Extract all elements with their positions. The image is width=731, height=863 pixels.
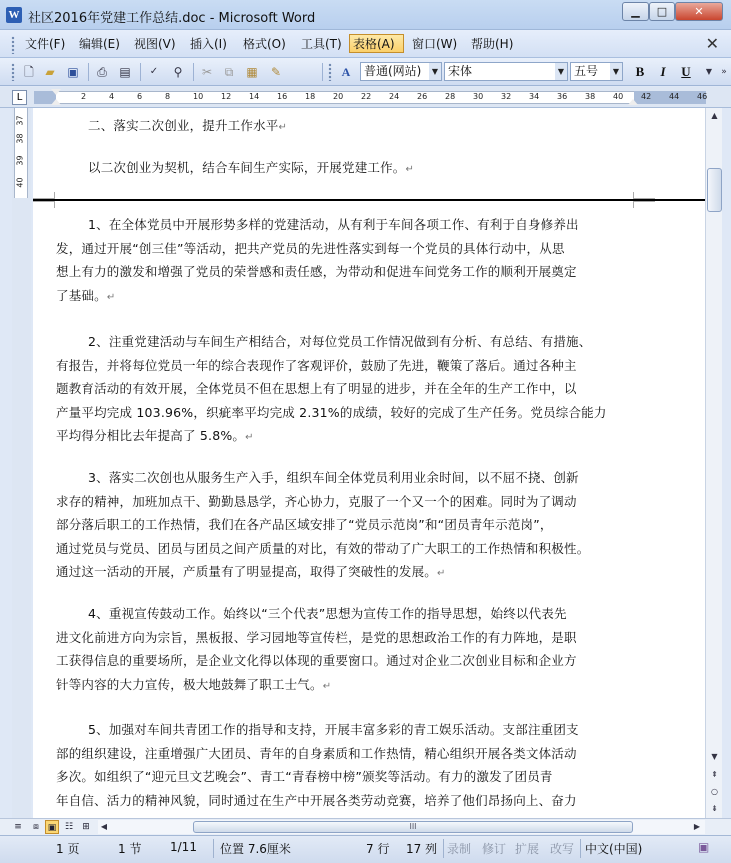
ruler-tick: 6 <box>137 92 143 101</box>
paragraph-line <box>56 286 115 304</box>
ruler-tick: 24 <box>389 92 400 101</box>
style-select[interactable] <box>360 62 442 81</box>
paragraph-line <box>56 744 577 762</box>
ruler-tick: 28 <box>445 92 456 101</box>
ruler-tick: 30 <box>473 92 484 101</box>
paragraph-line <box>56 675 331 693</box>
vertical-ruler <box>12 108 31 818</box>
toolbar-separator <box>193 63 194 81</box>
standard-toolbar-grip[interactable] <box>11 63 15 81</box>
line-text: 2、注重党建活动与车间生产相结合，对每位党员工作情况做到有分析、有总结、有措施、 <box>88 334 592 349</box>
line-text: 多次。如组织了“迎元旦文艺晚会”、青工“青春榜中榜”颁奖等活动。有力的激发了团员青 <box>56 769 553 784</box>
paragraph-line <box>56 426 254 444</box>
title-bar <box>0 0 731 30</box>
status-separator <box>580 839 581 858</box>
line-text: 通过党员与党员、团员与团员之间产质量的对比，有效的带动了广大职工的工作热情和积极性。 <box>56 540 590 556</box>
status-line: 7 行 <box>366 842 390 856</box>
menu-format[interactable]: 格式(O) <box>243 37 286 51</box>
page-top-section[interactable] <box>33 201 705 818</box>
toolbar-overflow-icon[interactable]: » <box>721 67 727 77</box>
select-browse-object-icon[interactable]: ○ <box>711 787 718 796</box>
line-text: 求存的精神，加班加点干、勤勤恳恳学，齐心协力，克服了一个又一个的困难。同时为了调动 <box>56 493 577 509</box>
ruler-tick: 36 <box>557 92 568 101</box>
maximize-button[interactable] <box>649 2 675 21</box>
ruler-tick: 8 <box>165 92 171 101</box>
outline-view-icon[interactable]: ☷ <box>64 822 74 832</box>
bold-button[interactable]: B <box>635 64 645 79</box>
paragraph-mark: ↵ <box>322 680 332 692</box>
font-select[interactable] <box>444 62 568 81</box>
vertical-ruler-tick: 37 <box>15 115 25 126</box>
line-text: 发，通过开展“创三佳”等活动，把共产党员的先进性落实到每一个党员的具体行动中，从思 <box>56 240 565 256</box>
menu-window[interactable]: 窗口(W) <box>412 37 458 51</box>
paragraph-line <box>56 379 577 397</box>
ruler-tick: 18 <box>305 92 316 101</box>
ruler-tick: 46 <box>697 92 708 101</box>
page-bottom-section[interactable] <box>33 108 705 199</box>
line-text: 工获得信息的重要场所，是企业文化得以体现的重要窗口。通过对企业二次创业目标和企业方 <box>56 653 577 668</box>
status-section: 1 节 <box>118 842 142 856</box>
first-line-indent-marker[interactable] <box>51 89 61 95</box>
toolbar <box>0 58 731 86</box>
scroll-right-icon[interactable]: ▶ <box>693 822 701 831</box>
paragraph-line <box>56 262 577 280</box>
ruler-tick: 22 <box>361 92 372 101</box>
vertical-ruler-tick: 40 <box>15 177 25 188</box>
document-close-icon[interactable]: ✕ <box>705 34 719 53</box>
status-position: 位置 7.6厘米 <box>220 842 291 856</box>
line-text: 3、落实二次创也从服务生产入手，组织车间全体党员利用业余时间，以不屈不挠、创新 <box>88 470 579 485</box>
copy-icon[interactable]: ⧉ <box>224 65 234 79</box>
status-separator <box>213 839 214 858</box>
paragraph-line <box>56 492 577 510</box>
paragraph-mark: ↵ <box>437 568 446 579</box>
paragraph-line <box>88 215 579 233</box>
open-icon[interactable]: ▰ <box>45 65 55 79</box>
toolbar-separator <box>140 63 141 81</box>
status-bar <box>0 835 731 863</box>
web-layout-view-icon[interactable]: ⧈ <box>33 822 39 832</box>
ruler-tick: 10 <box>193 92 204 101</box>
vertical-ruler-tick: 38 <box>15 133 25 144</box>
status-ext[interactable]: 扩展 <box>515 842 540 856</box>
menu-table[interactable]: 表格(A) <box>349 34 404 53</box>
font-value: 宋体 <box>448 64 473 78</box>
format-painter-icon[interactable]: ✎ <box>270 65 282 79</box>
tab-selector[interactable]: L <box>12 90 27 105</box>
ruler-tick: 40 <box>613 92 624 101</box>
minimize-button[interactable] <box>622 2 649 21</box>
ruler-tick: 32 <box>501 92 512 101</box>
horizontal-bar <box>0 818 731 835</box>
horizontal-ruler <box>0 87 731 108</box>
right-indent-marker[interactable] <box>628 99 638 105</box>
line-text: 4、重视宣传鼓动工作。始终以“三个代表”思想为宣传工作的指导思想，始终以代表先 <box>88 606 567 621</box>
ruler-tick: 20 <box>333 92 344 101</box>
paragraph-line <box>56 791 577 809</box>
ruler-tick: 26 <box>417 92 428 101</box>
paragraph-mark: ↵ <box>278 122 288 133</box>
cut-icon[interactable]: ✂ <box>201 65 213 79</box>
underline-button[interactable]: U <box>681 64 691 79</box>
status-ovr[interactable]: 改写 <box>550 842 575 856</box>
close-icon: ✕ <box>694 5 704 18</box>
paragraph-mark: ↵ <box>245 432 254 443</box>
paragraph-line <box>56 356 577 374</box>
window-title: 社区2016年党建工作总结.doc - Microsoft Word <box>28 11 316 26</box>
line-text: 平均得分相比去年提高了 5.8%。 <box>56 428 246 443</box>
vertical-ruler-tick: 39 <box>15 155 25 166</box>
paragraph-mark: ↵ <box>405 164 415 175</box>
horizontal-scrollbar[interactable] <box>98 820 705 834</box>
menubar-grip[interactable] <box>11 36 15 54</box>
paragraph-line <box>56 628 577 646</box>
paragraph-line <box>88 604 567 622</box>
crop-mark <box>33 201 55 208</box>
toolbar-options-icon[interactable]: ▼ <box>705 67 713 76</box>
ruler-tick: 14 <box>249 92 260 101</box>
vertical-scroll-thumb[interactable] <box>707 168 722 212</box>
ruler-tick: 34 <box>529 92 540 101</box>
line-text: 1、在全体党员中开展形势多样的党建活动，从有利于车间各项工作、有利于自身修养出 <box>88 217 579 232</box>
print-preview-icon[interactable]: ▤ <box>119 65 131 79</box>
paragraph-mark: ↵ <box>106 291 116 303</box>
scroll-up-icon[interactable]: ▲ <box>711 111 718 120</box>
italic-button[interactable]: I <box>660 64 666 79</box>
status-page: 1 页 <box>56 842 80 856</box>
status-column: 17 列 <box>406 842 438 856</box>
paragraph-line <box>88 332 591 350</box>
menu-bar <box>0 30 731 58</box>
vertical-scrollbar[interactable] <box>705 108 722 818</box>
paragraph-line <box>56 403 607 421</box>
ruler-tick: 16 <box>277 92 288 101</box>
menu-edit[interactable]: 编辑(E) <box>79 37 120 51</box>
paragraph-line <box>56 651 577 669</box>
heading-line: 二、落实二次创业，提升工作水平↵ <box>88 118 288 133</box>
save-icon[interactable]: ▣ <box>67 65 79 79</box>
line-text: 产量平均完成 103.96%，织疵率平均完成 2.31%的成绩，较好的完成了生产任务。党员综合能力 <box>56 404 607 420</box>
ruler-tick: 2 <box>81 92 87 101</box>
crop-mark <box>633 192 655 199</box>
ruler-tick: 38 <box>585 92 596 101</box>
word-app-icon[interactable]: W <box>6 7 22 23</box>
ruler-tick: 12 <box>221 92 232 101</box>
menu-view[interactable]: 视图(V) <box>134 37 176 51</box>
formatting-toolbar-grip[interactable] <box>328 63 332 81</box>
line-text: 了基础。 <box>56 287 107 303</box>
paragraph-line <box>56 539 589 557</box>
font-size-select[interactable] <box>570 62 623 81</box>
document-area[interactable] <box>33 108 705 818</box>
print-layout-view-icon[interactable]: ▣ <box>45 820 59 834</box>
ruler-tick: 44 <box>669 92 680 101</box>
line-text: 通过这一活动的开展，产质量有了明显提高，取得了突破性的发展。 <box>56 564 438 579</box>
paste-icon[interactable]: ▦ <box>246 65 258 79</box>
horizontal-scroll-thumb[interactable]: III <box>193 821 633 833</box>
line-text: 5、加强对车间共青团工作的指导和支持，开展丰富多彩的青工娱乐活动。支部注重团支 <box>88 722 579 737</box>
research-icon[interactable]: ⚲ <box>173 65 183 79</box>
paragraph-line <box>56 562 446 580</box>
font-size-value: 五号 <box>574 64 599 78</box>
line-text: 部分落后职工的工作热情，我们在各产品区域安排了“党员示范岗”和“团员青年示范岗”， <box>56 517 553 532</box>
menu-help[interactable]: 帮助(H) <box>471 37 514 51</box>
scroll-down-icon[interactable]: ▼ <box>711 752 718 761</box>
previous-page-icon[interactable]: ⇞ <box>711 770 718 779</box>
paragraph-line <box>56 239 565 257</box>
intro-line: 以二次创业为契机，结合车间生产实际，开展党建工作。↵ <box>88 160 415 175</box>
menu-tools[interactable]: 工具(T) <box>301 37 342 51</box>
menu-file[interactable]: 文件(F) <box>25 37 66 51</box>
line-text: 想上有力的激发和增强了党员的荣誉感和责任感，为带动和促进车间党务工作的顺利开展奠定 <box>56 264 577 279</box>
toolbar-separator <box>322 63 323 81</box>
close-window-button[interactable] <box>675 2 723 21</box>
paragraph-line <box>56 767 553 785</box>
chevron-down-icon[interactable]: ▼ <box>610 63 622 80</box>
reading-layout-view-icon[interactable]: ⊞ <box>82 822 90 832</box>
status-page-of: 1/11 <box>170 840 197 854</box>
crop-mark <box>633 201 655 208</box>
crop-mark <box>33 192 55 199</box>
spelling-status-icon[interactable]: ▣ <box>698 840 710 854</box>
line-text: 题教育活动的有效开展，全体党员不但在思想上有了明显的进步，并在全年的生产工作中，以 <box>56 381 577 396</box>
status-separator <box>443 839 444 858</box>
toolbar-separator <box>88 63 89 81</box>
style-value: 普通(网站) <box>364 64 422 78</box>
scroll-left-icon[interactable]: ◀ <box>100 822 108 831</box>
ruler-tick: 42 <box>641 92 652 101</box>
paragraph-line <box>56 515 553 533</box>
ruler-tick: 4 <box>109 92 115 101</box>
line-text: 年自信、活力的精神风貌，同时通过在生产中开展各类劳动竞赛，培养了他们昂扬向上、奋力 <box>56 792 577 808</box>
styles-pane-icon[interactable]: A <box>341 65 351 79</box>
chevron-down-icon[interactable]: ▼ <box>555 63 567 80</box>
spelling-icon[interactable]: ✓ <box>149 66 159 77</box>
line-text: 部的组织建设，注重增强广大团员、青年的自身素质和工作热情，精心组织开展各类文体活动 <box>56 745 577 761</box>
status-language: 中文(中国) <box>585 842 643 856</box>
chevron-down-icon[interactable]: ▼ <box>429 63 441 80</box>
print-icon[interactable]: ⎙ <box>97 65 107 79</box>
line-text: 有报告，并将每位党员一年的综合表现作了客观评价，鼓励了先进，鞭策了落后。通过各种主 <box>56 357 577 373</box>
maximize-icon: □ <box>656 5 668 18</box>
paragraph-line <box>88 468 579 486</box>
new-document-icon[interactable]: 🗋 <box>24 65 34 79</box>
line-text: 进文化前进方向为宗旨，黑板报、学习园地等宣传栏，是党的思想政治工作的有力阵地，是职 <box>56 629 577 645</box>
line-text: 针等内容的大力宣传，极大地鼓舞了职工士气。 <box>56 676 323 692</box>
menu-insert[interactable]: 插入(I) <box>190 37 227 51</box>
status-rec[interactable]: 录制 <box>447 842 472 856</box>
normal-view-icon[interactable]: ≡ <box>14 822 22 832</box>
next-page-icon[interactable]: ⇟ <box>711 804 718 813</box>
hanging-indent-marker[interactable] <box>51 99 61 105</box>
minimize-icon: ▁ <box>631 5 640 18</box>
paragraph-line <box>88 720 579 738</box>
status-trk[interactable]: 修订 <box>482 842 507 856</box>
